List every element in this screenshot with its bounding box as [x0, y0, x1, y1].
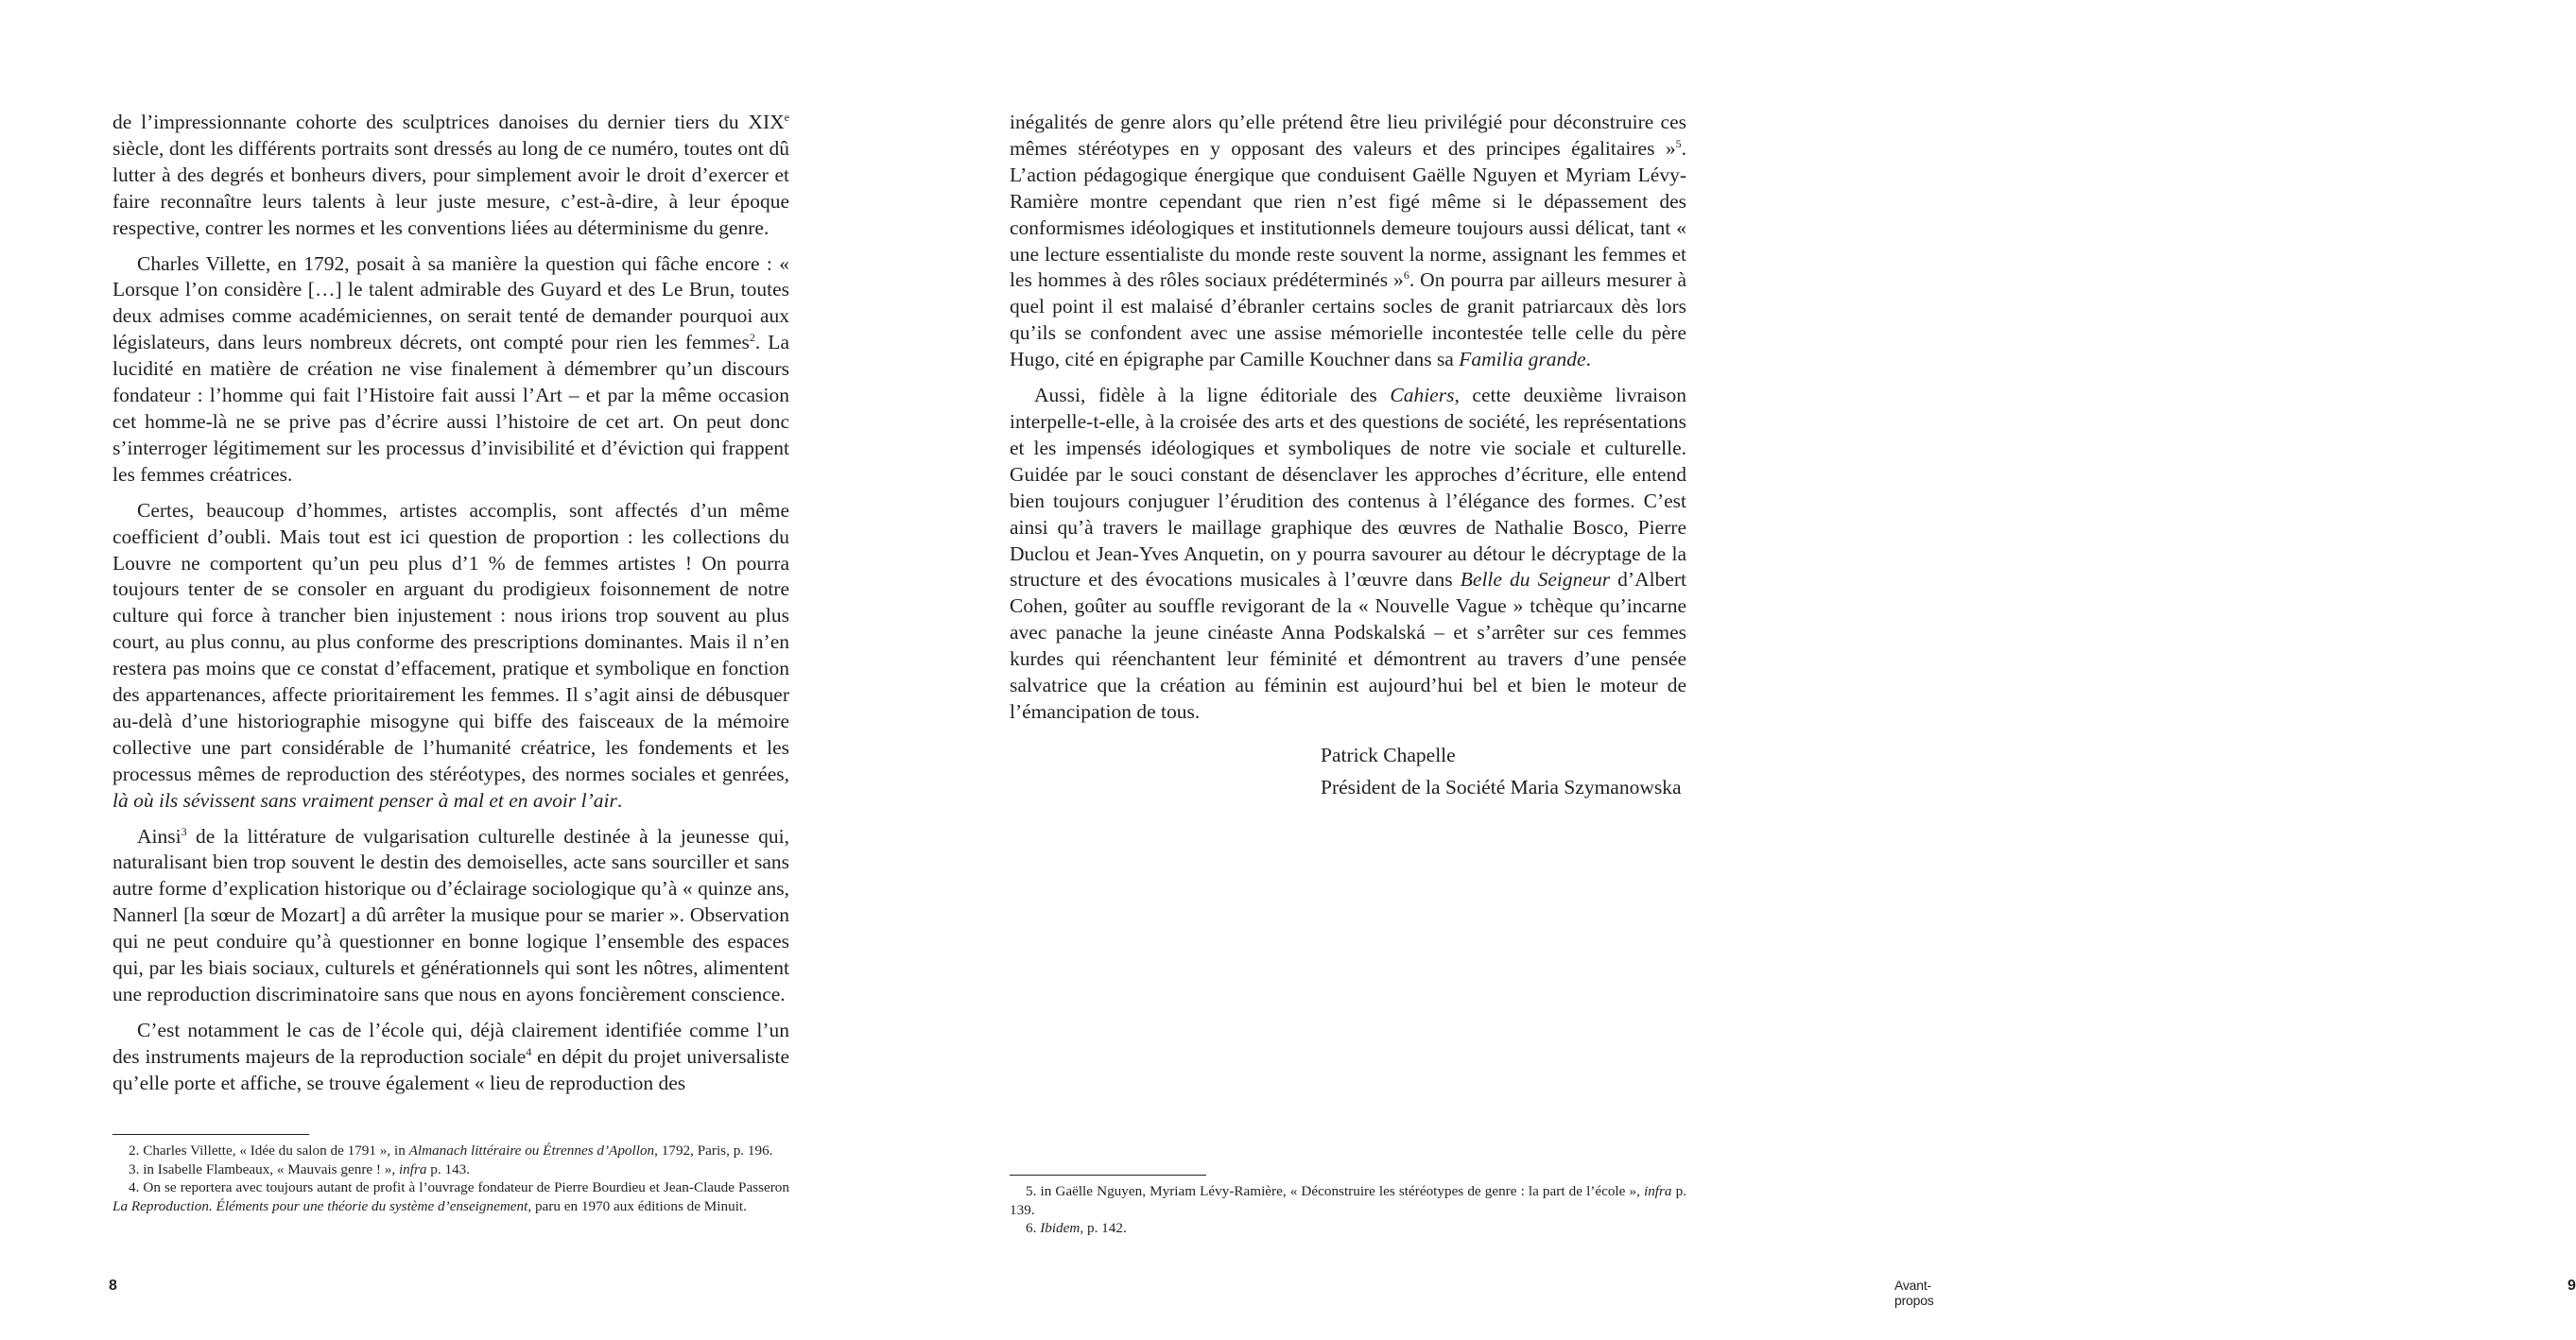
- footnote: [1010, 1182, 1686, 1219]
- running-head: Avant-propos: [1894, 1278, 1934, 1308]
- paragraph: [112, 824, 789, 1008]
- signature-block: [1321, 739, 1727, 803]
- text-span: en dépit du projet universaliste qu’elle porte et affiche, se trouve également « lieu de reproduction des: [112, 1044, 789, 1094]
- text-span: Aussi, fidèle à la ligne éditoriale des: [1034, 384, 1391, 407]
- paragraph: [1010, 383, 1686, 726]
- text-span: . On pourra par ailleurs mesurer à quel point il est malaisé d’ébranler certains socles de granit patriarcaux dès lors qu’ils se confondent avec une assise mémorielle incontestée telle celle du père Hugo, cité en épigraphe par Camille Kouchner dans sa: [1010, 268, 1686, 371]
- text-span: . L’action pédagogique énergique que conduisent Gaëlle Nguyen et Myriam Lévy-Ramière montre cependant que rien n’est figé même si le dépassement des conformismes idéologiques et institutionnels demeure toujours aussi délicat, tant « une lecture essentialiste du monde reste souvent la norme, assignant les femmes et les hommes à des rôles sociaux prédéterminés »: [1010, 136, 1686, 292]
- text-span: 6.: [1026, 1220, 1041, 1237]
- italic-span: Cahiers: [1390, 384, 1455, 407]
- text-span: , p. 142.: [1080, 1220, 1127, 1237]
- italic-span: infra: [398, 1160, 427, 1177]
- left-footnotes: [112, 1134, 789, 1215]
- footnote-ref: 3: [181, 824, 187, 838]
- footnote-ref: e: [784, 110, 789, 124]
- footnote-rule: [1010, 1175, 1206, 1176]
- text-span: 2. Charles Villette, « Idée du salon de 1791 », in: [129, 1142, 409, 1159]
- paragraph: [112, 110, 789, 242]
- italic-span: , là où ils sévissent sans vraiment penser à mal et en avoir l’air: [112, 762, 789, 812]
- text-span: d’Albert Cohen, goûter au souffle revigorant de la « Nouvelle Vague » tchèque qu’incarne avec panache la jeune cinéaste Anna Podskalská – et s’arrêter sur ces femmes kurdes qui réenchantent leur féminité et démontrent au travers d’une pensée salvatrice que la création au féminin est aujourd’hui bel et bien le moteur de l’émancipation de tous.: [1010, 568, 1687, 723]
- footnote-ref: 6: [1403, 268, 1409, 283]
- paragraph: [112, 1018, 789, 1097]
- text-span: 5. in Gaëlle Nguyen, Myriam Lévy-Ramière, « Déconstruire les stéréotypes de genre : la part de l’école »,: [1026, 1183, 1644, 1199]
- left-body-text: [112, 110, 789, 1107]
- right-footnotes: [1010, 1175, 1686, 1238]
- text-span: Ainsi: [137, 824, 182, 848]
- footnote-rule: [112, 1134, 309, 1135]
- text-span: , paru en 1970 aux éditions de Minuit.: [527, 1197, 747, 1214]
- footnote: [1010, 1219, 1686, 1238]
- footnote-ref: 4: [526, 1044, 532, 1058]
- italic-span: Almanach littéraire ou Étrennes d’Apollon: [408, 1142, 655, 1159]
- text-span: p. 143.: [426, 1160, 471, 1177]
- text-span: , 1792, Paris, p. 196.: [654, 1142, 773, 1159]
- page-number-right: 9: [2567, 1278, 2576, 1294]
- signature-role: Président de la Société Maria Szymanowska: [1321, 776, 1682, 799]
- text-span: de l’impressionnante cohorte des sculptrices danoises du dernier tiers du XIX: [112, 111, 785, 133]
- text-span: 3. in Isabelle Flambeaux, « Mauvais genre ! »,: [129, 1160, 399, 1177]
- paragraph: [1010, 110, 1686, 373]
- text-span: . La lucidité en matière de création ne vise finalement à démembrer qu’un discours fondateur : l’homme qui fait l’Histoire fait aussi l’Art – et par la même occasion cet homme-là ne se prive pas d’écrire aussi l’histoire de cet art. On peut donc s’interroger légitimement sur les processus d’invisibilité et d’éviction qui frappent les femmes créatrices.: [112, 331, 789, 486]
- text-span: de la littérature de vulgarisation culturelle destinée à la jeunesse qui, naturalisant bien trop souvent le destin des demoiselles, acte sans sourciller et sans autre forme d’explication historique ou d’éclairage sociologique qu’à « quinze ans, Nannerl [la sœur de Mozart] a dû arrêter la musique pour se marier ». Observation qui ne peut conduire qu’à questionner en bonne logique l’ensemble des espaces qui, par les biais sociaux, culturels et générationnels qui sont les nôtres, alimentent une reproduction discriminatoire sans que nous en ayons foncièrement conscience.: [112, 824, 789, 1005]
- signature-name: Patrick Chapelle: [1321, 744, 1456, 766]
- text-span: inégalités de genre alors qu’elle prétend être lieu privilégié pour déconstruire ces mêmes stéréotypes en y opposant des valeurs et des principes égalitaires »: [1010, 111, 1686, 160]
- text-span: .: [1585, 348, 1591, 371]
- text-span: 4. On se reportera avec toujours autant de profit à l’ouvrage fondateur de Pierre Bourdieu et Jean-Claude Passeron: [129, 1179, 789, 1196]
- text-span: C’est notamment le cas de l’école qui, déjà clairement identifiée comme l’un des instruments majeurs de la reproduction sociale: [112, 1018, 789, 1068]
- text-span: siècle, dont les différents portraits sont dressés au long de ce numéro, toutes ont dû lutter à des degrés et bonheurs divers, pour simplement avoir le droit d’exercer et faire reconnaître leurs talents à leur juste mesure, c’est-à-dire, à leur époque respective, contrer les normes et les conventions liées au déterminisme du genre.: [112, 136, 789, 239]
- footnote: [112, 1178, 789, 1215]
- page-number-left: 8: [109, 1278, 117, 1294]
- text-span: Certes, beaucoup d’hommes, artistes accomplis, sont affectés d’un même coefficient d’oubli. Mais tout est ici question de proportion : les collections du Louvre ne comportent qu’un peu plus d’1 % de femmes artistes ! On pourra toujours tenter de se consoler en arguant du prodigieux foisonnement de notre culture qui force à trancher bien injustement : nous irions trop souvent au plus court, au plus connu, au plus conforme des prescriptions dominantes. Mais il n’en restera pas moins que ce constat d’effacement, pratique et symbolique en fonction des appartenances, affecte prioritairement les femmes. Il s’agit ainsi de débusquer au-delà d’une historiographie misogyne qui biffe des faisceaux de la mémoire collective une part considérable de l’humanité créatrice, les fondements et les processus mêmes de reproduction des stéréotypes, des normes sociales et genrées: [112, 498, 789, 785]
- paragraph: [112, 498, 789, 815]
- text-span: p. 139.: [1010, 1183, 1687, 1218]
- footnote-ref: 2: [749, 331, 755, 345]
- italic-span: Belle du Seigneur: [1460, 568, 1611, 592]
- footnote: [112, 1142, 789, 1160]
- right-page: [893, 0, 2576, 1340]
- footnote: [112, 1160, 789, 1179]
- left-page: [0, 0, 893, 1340]
- italic-span: infra: [1643, 1183, 1672, 1199]
- text-span: .: [616, 788, 623, 812]
- paragraph: [112, 251, 789, 489]
- right-body-text: [1010, 110, 1686, 735]
- italic-span: Familia grande: [1459, 348, 1586, 371]
- italic-span: Ibidem: [1040, 1220, 1081, 1237]
- footnote-ref: 5: [1675, 136, 1682, 150]
- text-span: , cette deuxième livraison interpelle-t-elle, à la croisée des arts et des questions de société, les représentations et les impensés idéologiques et symboliques de notre vie sociale et culturelle. Guidée par le souci constant de désenclaver les approches d’écriture, elle entend bien toujours conjuguer l’érudition des contenus à l’élégance des formes. C’est ainsi qu’à travers le maillage graphique des œuvres de Nathalie Bosco, Pierre Duclou et Jean-Yves Anquetin, on y pourra savourer au détour le décryptage de la structure et des évocations musicales à l’œuvre dans: [1010, 384, 1686, 592]
- text-span: Charles Villette, en 1792, posait à sa manière la question qui fâche encore : « Lorsque l’on considère […] le talent admirable des Guyard et des Le Brun, toutes deux admises comme académiciennes, on serait tenté de demander pourquoi aux législateurs, dans leurs nombreux décrets, ont compté pour rien les femmes: [112, 251, 789, 354]
- italic-span: La Reproduction. Éléments pour une théorie du système d’enseignement: [112, 1197, 528, 1214]
